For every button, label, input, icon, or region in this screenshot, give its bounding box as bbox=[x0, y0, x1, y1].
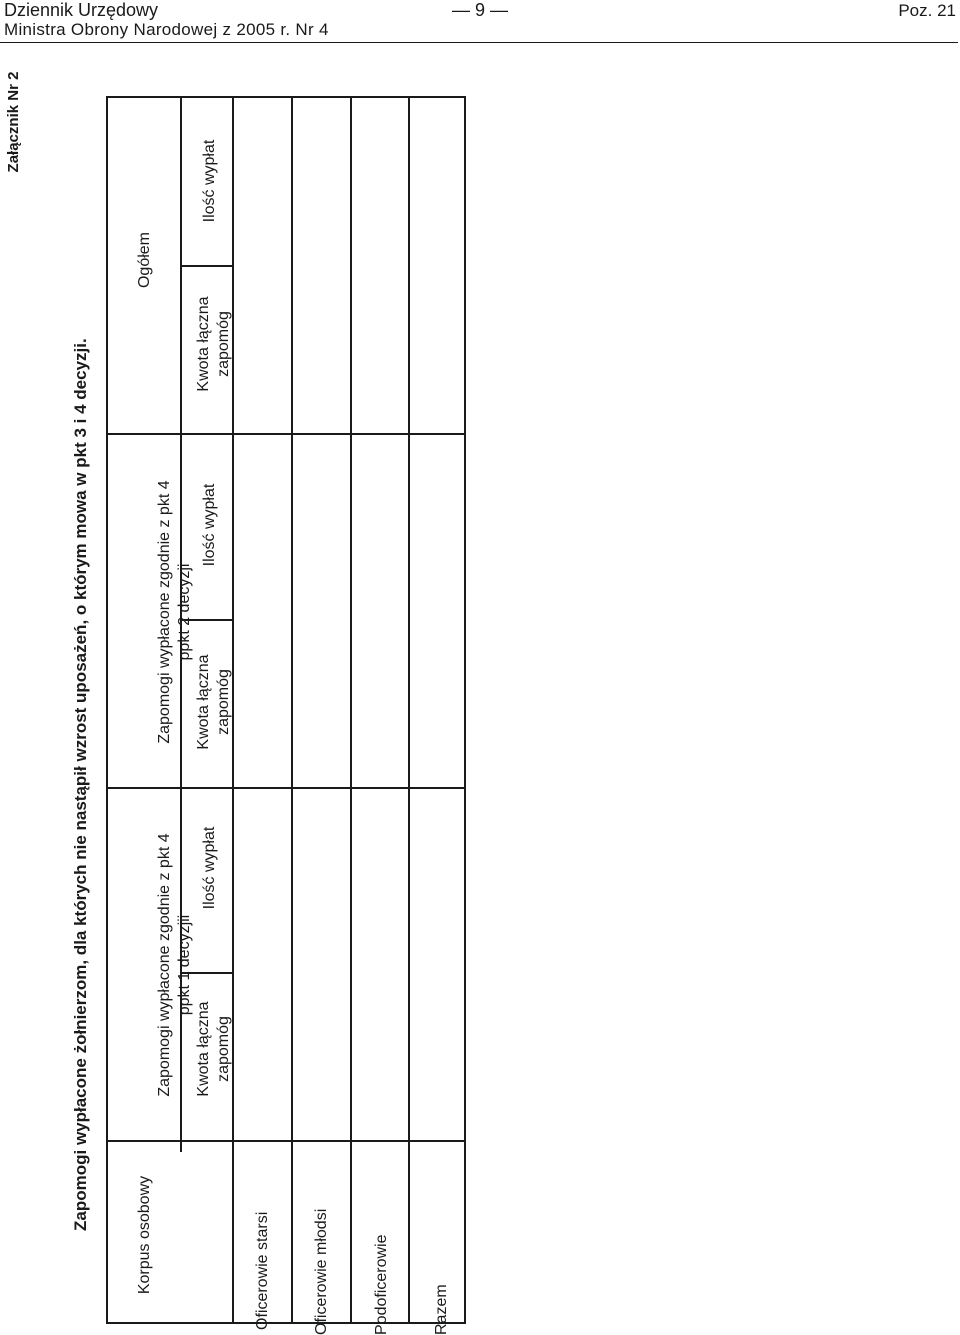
row-label-junior-officers: Oficerowie młodsi bbox=[313, 1208, 330, 1335]
row-line bbox=[108, 787, 464, 789]
group-header-ppkt1 bbox=[155, 825, 195, 1105]
col-line bbox=[408, 98, 410, 1322]
row-line bbox=[180, 265, 232, 267]
group-header-ppkt2 bbox=[155, 472, 195, 752]
subheader-amount-line1: Kwota łączna bbox=[195, 1001, 212, 1097]
row-label-senior-officers: Oficerowie starsi bbox=[254, 1211, 271, 1330]
row-line bbox=[108, 1140, 464, 1142]
subheader-amount-line2: zapomóg bbox=[215, 311, 232, 377]
group-header-line1: Zapomogi wypłacone zgodnie z pkt 4 bbox=[156, 480, 173, 744]
row-label-total: Razem bbox=[433, 1284, 450, 1335]
subheader-amount bbox=[194, 989, 234, 1109]
col-line bbox=[291, 98, 293, 1322]
ministry-subtitle: Ministra Obrony Narodowej z 2005 r. Nr 4 bbox=[4, 20, 329, 39]
subheader-amount-line1: Kwota łączna bbox=[195, 296, 212, 392]
header-rule bbox=[0, 42, 958, 43]
subheader-amount bbox=[194, 284, 234, 404]
subheader-count: Ilość wypłat bbox=[201, 139, 218, 223]
group-header-total: Ogółem bbox=[136, 231, 153, 289]
page-number: — 9 — bbox=[451, 0, 508, 20]
subheader-amount bbox=[194, 642, 234, 762]
corps-header: Korpus osobowy bbox=[136, 1175, 153, 1295]
row-line bbox=[108, 433, 464, 435]
journal-title: Dziennik Urzędowy bbox=[4, 0, 159, 20]
subheader-amount-line2: zapomóg bbox=[215, 1016, 232, 1082]
subheader-amount-line1: Kwota łączna bbox=[195, 654, 212, 750]
row-label-ncos: Podoficerowie bbox=[373, 1234, 390, 1335]
subheader-count: Ilość wypłat bbox=[201, 483, 218, 567]
subheader-amount-line2: zapomóg bbox=[215, 669, 232, 735]
subheader-count: Ilość wypłat bbox=[201, 826, 218, 910]
position-number: Poz. 21 bbox=[898, 1, 956, 20]
attachment-label: Załącznik Nr 2 bbox=[5, 71, 22, 173]
group-header-line2: ppkt 2 decyzji bbox=[176, 563, 193, 661]
table-title: Zapomogi wypłacone żołnierzom, dla których nie nastąpił wzrost uposażeń, o którym mowa w pkt 3 i 4 decyzji. bbox=[71, 338, 90, 1231]
group-header-line1: Zapomogi wypłacone zgodnie z pkt 4 bbox=[156, 833, 173, 1097]
col-line bbox=[350, 98, 352, 1322]
group-header-line2: ppkt 1 decyzjii bbox=[176, 914, 193, 1016]
